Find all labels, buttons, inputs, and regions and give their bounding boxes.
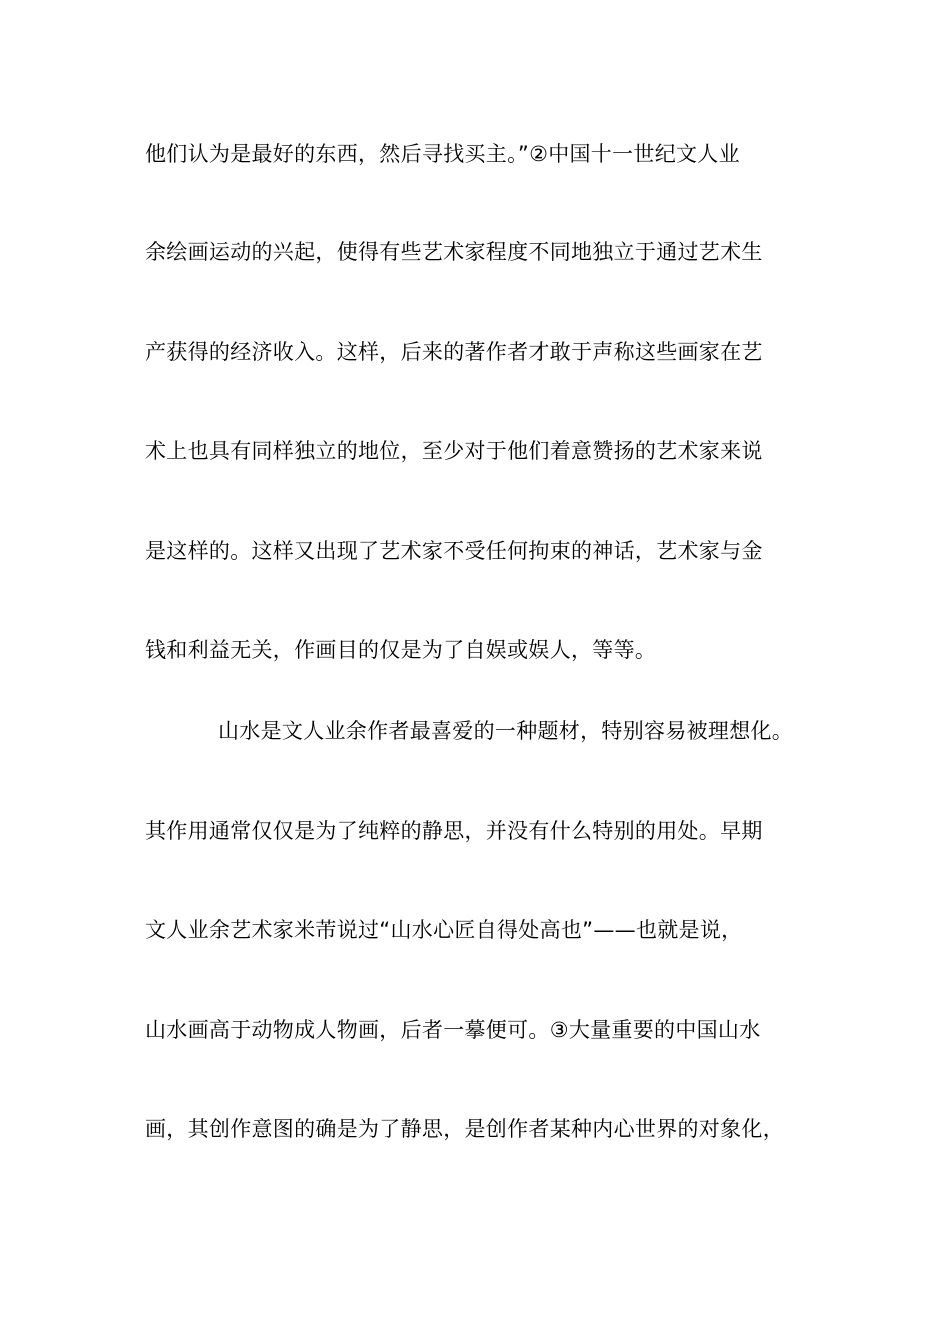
text-line: 产获得的经济收入。这样，后来的著作者才敢于声称这些画家在艺 <box>145 340 763 364</box>
text-line: 术上也具有同样独立的地位，至少对于他们着意赞扬的艺术家来说 <box>145 439 763 463</box>
text-line: 山水画高于动物成人物画，后者一摹便可。③大量重要的中国山水 <box>145 1018 761 1042</box>
text-line: 他们认为是最好的东西，然后寻找买主。”②中国十一世纪文人业 <box>145 142 740 166</box>
text-line: 画，其创作意图的确是为了静思，是创作者某种内心世界的对象化， <box>145 1117 784 1141</box>
text-line: 是这样的。这样又出现了艺术家不受任何拘束的神话，艺术家与金 <box>145 539 763 563</box>
text-line: 钱和利益无关，作画目的仅是为了自娱或娱人，等等。 <box>145 638 657 662</box>
paragraph-first-line: 山水是文人业余作者最喜爱的一种题材，特别容易被理想化。 <box>218 719 794 743</box>
text-line: 其作用通常仅仅是为了纯粹的静思，并没有什么特别的用处。早期 <box>145 819 763 843</box>
text-line: 文人业余艺术家米芾说过“山水心匠自得处高也”——也就是说， <box>145 918 743 942</box>
text-line: 余绘画运动的兴起，使得有些艺术家程度不同地独立于通过艺术生 <box>145 240 763 264</box>
